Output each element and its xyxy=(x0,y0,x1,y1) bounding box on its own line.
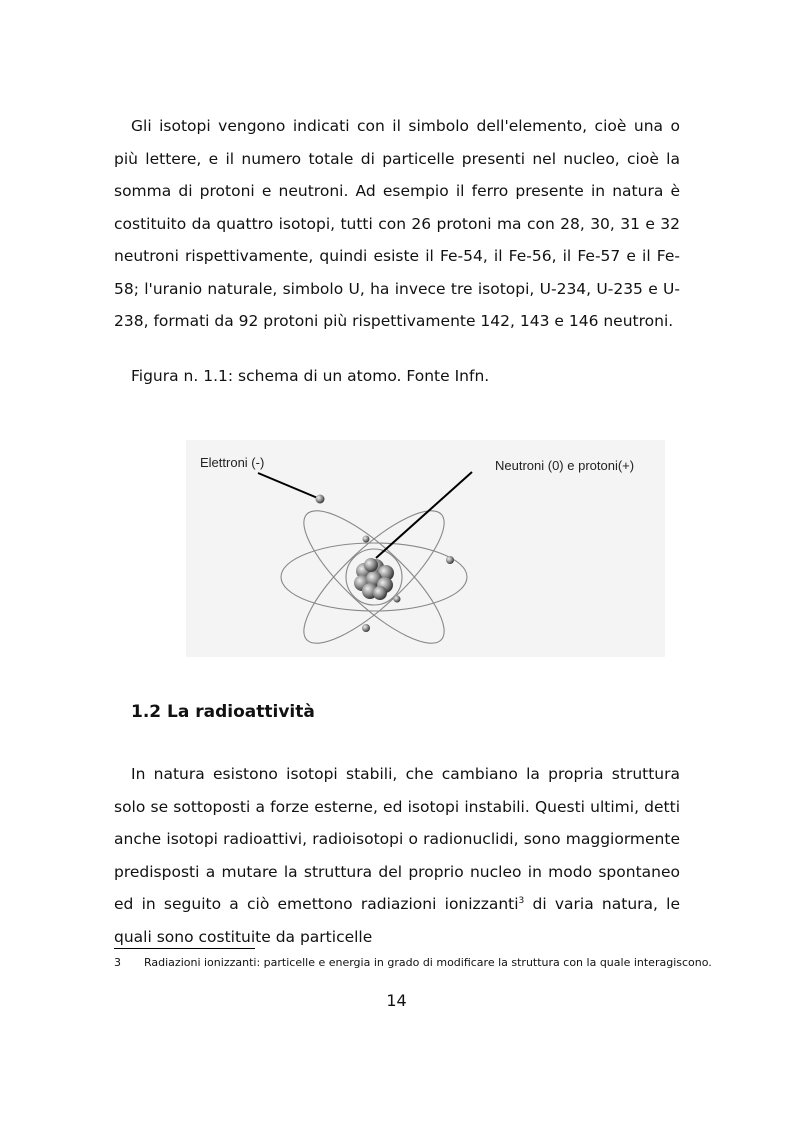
electron xyxy=(394,596,401,603)
page-number: 14 xyxy=(386,991,407,1010)
figure-caption: Figura n. 1.1: schema di un atomo. Fonte Infn. xyxy=(131,367,490,385)
paragraph-text: In natura esistono isotopi stabili, che cambiano la propria struttura solo se sottoposti a forze esterne, ed isotopi instabili. Questi ultimi, detti anche isotopi radioattivi, radioisotopi o radionuclidi, sono maggiormente predisposti a mutare la struttura del proprio nucleo in modo spontaneo ed in seguito a ciò emettono radiazioni ionizzanti xyxy=(114,765,680,913)
footnote-text: Radiazioni ionizzanti: particelle e energia in grado di modificare la struttura con la quale interagiscono. xyxy=(144,956,712,969)
electron xyxy=(446,556,454,564)
paragraph-text-end: di varia natura, le quali sono costituite da particelle xyxy=(114,895,680,946)
footnote-number: 3 xyxy=(114,956,121,969)
label-nucleus: Neutroni (0) e protoni(+) xyxy=(495,458,635,473)
electron xyxy=(363,536,370,543)
electron-pointer-line xyxy=(258,473,320,499)
body-paragraph: Gli isotopi vengono indicati con il simbolo dell'elemento, cioè una o più lettere, e il numero totale di particelle presenti nel nucleo, cioè la somma di protoni e neutroni. Ad esempio il ferro presente in natura è costituito da quattro isotopi, tutti con 26 protoni ma con 28, 30, 31 e 32 neutroni rispettivamente, quindi esiste il Fe-54, il Fe-56, il Fe-57 e il Fe-58; l'uranio naturale, simbolo U, ha invece tre isotopi, U-234, U-235 e U-238, formati da 92 protoni più rispettivamente 142, 143 e 146 neutroni. xyxy=(114,117,680,330)
section-heading: 1.2 La radioattività xyxy=(131,702,315,722)
electron xyxy=(316,495,325,504)
nucleus-pointer-line xyxy=(376,472,472,558)
nucleus xyxy=(354,558,394,600)
electrons xyxy=(316,495,455,633)
footnote-reference[interactable]: 3 xyxy=(518,895,525,906)
footnote-separator xyxy=(114,948,255,949)
atom-diagram xyxy=(186,440,665,657)
electron xyxy=(362,624,370,632)
label-electrons: Elettroni (-) xyxy=(200,455,265,470)
body-paragraph-2 xyxy=(114,758,680,953)
footnote xyxy=(114,956,712,969)
